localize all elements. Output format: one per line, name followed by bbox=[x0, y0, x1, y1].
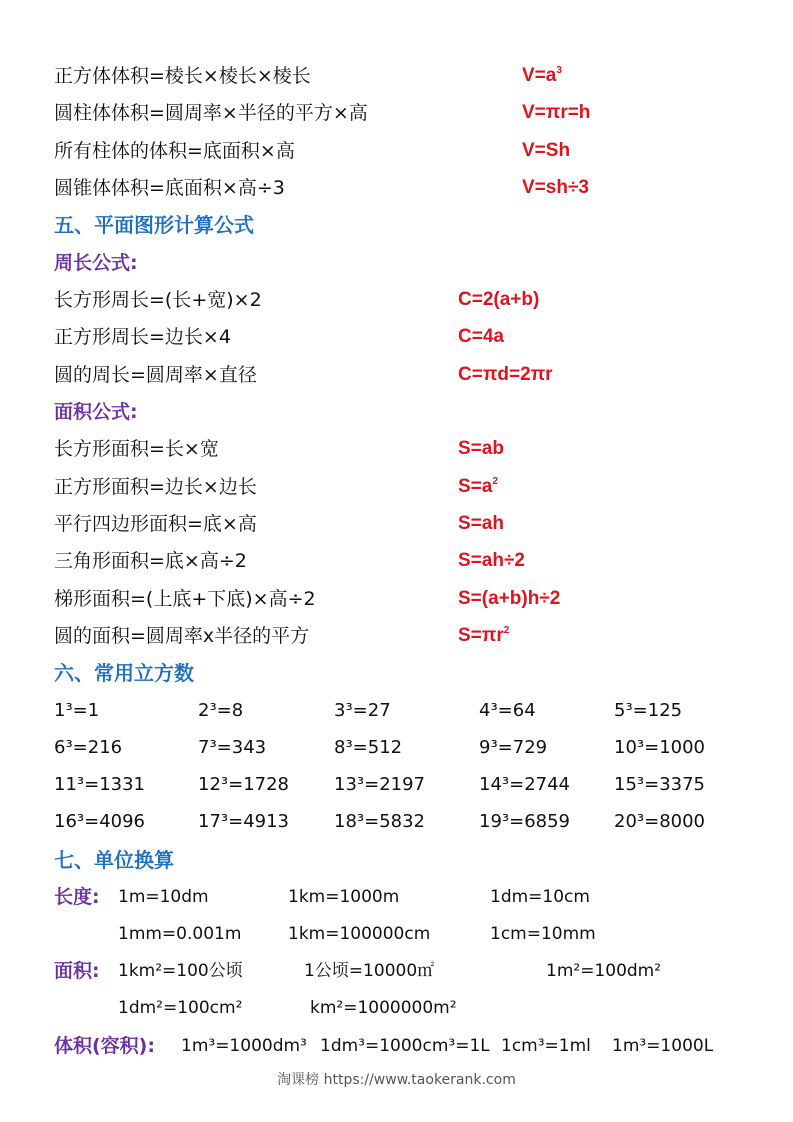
formula-expression: C=πd=2πr bbox=[458, 364, 553, 385]
formula-text: 三角形面积=底×高÷2 bbox=[54, 550, 247, 572]
cube-value: 4³=64 bbox=[479, 700, 536, 721]
cube-value: 1³=1 bbox=[54, 700, 100, 721]
unit-conversion: 1km²=100公顷 bbox=[118, 961, 243, 981]
cube-value: 13³=2197 bbox=[334, 774, 426, 795]
unit-conversion: 1cm³=1ml bbox=[501, 1036, 591, 1056]
formula-expression: S=ah÷2 bbox=[458, 550, 525, 571]
unit-conversion: 1km=100000cm bbox=[288, 924, 431, 944]
formula-expression: S=ah bbox=[458, 513, 504, 534]
formula-expression: C=4a bbox=[458, 326, 504, 347]
cube-value: 16³=4096 bbox=[54, 811, 146, 832]
formula-text: 正方体体积=棱长×棱长×棱长 bbox=[54, 65, 311, 87]
footer-watermark: 淘课榜 https://www.taokerank.com bbox=[277, 1072, 516, 1088]
formula-text: 长方形周长=(长+宽)×2 bbox=[54, 289, 262, 311]
formula-expression: V=sh÷3 bbox=[522, 177, 589, 198]
cube-value: 6³=216 bbox=[54, 737, 123, 758]
cube-value: 12³=1728 bbox=[198, 774, 290, 795]
cube-value: 14³=2744 bbox=[479, 774, 571, 795]
unit-category-label: 体积(容积): bbox=[54, 1035, 155, 1057]
formula-expression: $V=a^3$ bbox=[522, 65, 562, 86]
cube-value: 8³=512 bbox=[334, 737, 403, 758]
formula-expression: V=πr=h bbox=[522, 102, 591, 123]
unit-conversion: 1dm=10cm bbox=[490, 887, 590, 907]
section-heading: 七、单位换算 bbox=[54, 848, 174, 872]
formula-text: 正方形周长=边长×4 bbox=[54, 326, 231, 348]
unit-category-label: 面积: bbox=[54, 960, 100, 982]
unit-category-label: 长度: bbox=[54, 886, 100, 908]
unit-conversion: 1dm³=1000cm³=1L bbox=[320, 1036, 490, 1056]
cube-value: 17³=4913 bbox=[198, 811, 290, 832]
unit-conversion: km²=1000000m² bbox=[310, 998, 457, 1018]
formula-text: 平行四边形面积=底×高 bbox=[54, 513, 257, 535]
cube-value: 9³=729 bbox=[479, 737, 548, 758]
cube-value: 18³=5832 bbox=[334, 811, 426, 832]
formula-text: 正方形面积=边长×边长 bbox=[54, 476, 257, 498]
cube-value: 19³=6859 bbox=[479, 811, 571, 832]
formula-text: 圆柱体体积=圆周率×半径的平方×高 bbox=[54, 102, 368, 124]
section-heading: 六、常用立方数 bbox=[54, 661, 194, 685]
formula-expression: $S=a^2$ bbox=[458, 476, 498, 497]
unit-conversion: 1m=10dm bbox=[118, 887, 209, 907]
formula-expression: S=ab bbox=[458, 438, 504, 459]
cube-value: 11³=1331 bbox=[54, 774, 146, 795]
cube-value: 3³=27 bbox=[334, 700, 391, 721]
formula-text: 圆的周长=圆周率×直径 bbox=[54, 364, 257, 386]
unit-conversion: 1km=1000m bbox=[288, 887, 400, 907]
cube-value: 10³=1000 bbox=[614, 737, 706, 758]
unit-conversion: 1公顷=10000㎡ bbox=[304, 961, 435, 981]
unit-conversion: 1mm=0.001m bbox=[118, 924, 242, 944]
formula-expression: C=2(a+b) bbox=[458, 289, 540, 310]
cube-value: 20³=8000 bbox=[614, 811, 706, 832]
formula-text: 圆锥体体积=底面积×高÷3 bbox=[54, 177, 285, 199]
cube-value: 2³=8 bbox=[198, 700, 244, 721]
formula-expression: $S=\pi r^2$ bbox=[458, 625, 510, 646]
formula-text: 所有柱体的体积=底面积×高 bbox=[54, 140, 295, 162]
subsection-heading: 面积公式: bbox=[54, 401, 138, 423]
formula-text: 圆的面积=圆周率x半径的平方 bbox=[54, 625, 310, 647]
cube-value: 7³=343 bbox=[198, 737, 267, 758]
unit-conversion: 1cm=10mm bbox=[490, 924, 596, 944]
subsection-heading: 周长公式: bbox=[54, 252, 138, 274]
unit-conversion: 1dm²=100cm² bbox=[118, 998, 243, 1018]
formula-text: 梯形面积=(上底+下底)×高÷2 bbox=[54, 588, 316, 610]
unit-conversion: 1m²=100dm² bbox=[546, 961, 662, 981]
formula-expression: S=(a+b)h÷2 bbox=[458, 588, 561, 609]
cube-value: 15³=3375 bbox=[614, 774, 706, 795]
section-heading: 五、平面图形计算公式 bbox=[54, 213, 254, 237]
cube-value: 5³=125 bbox=[614, 700, 683, 721]
formula-expression: V=Sh bbox=[522, 140, 571, 161]
formula-text: 长方形面积=长×宽 bbox=[54, 438, 219, 460]
unit-conversion: 1m³=1000dm³ bbox=[181, 1036, 307, 1056]
unit-conversion: 1m³=1000L bbox=[612, 1036, 714, 1056]
